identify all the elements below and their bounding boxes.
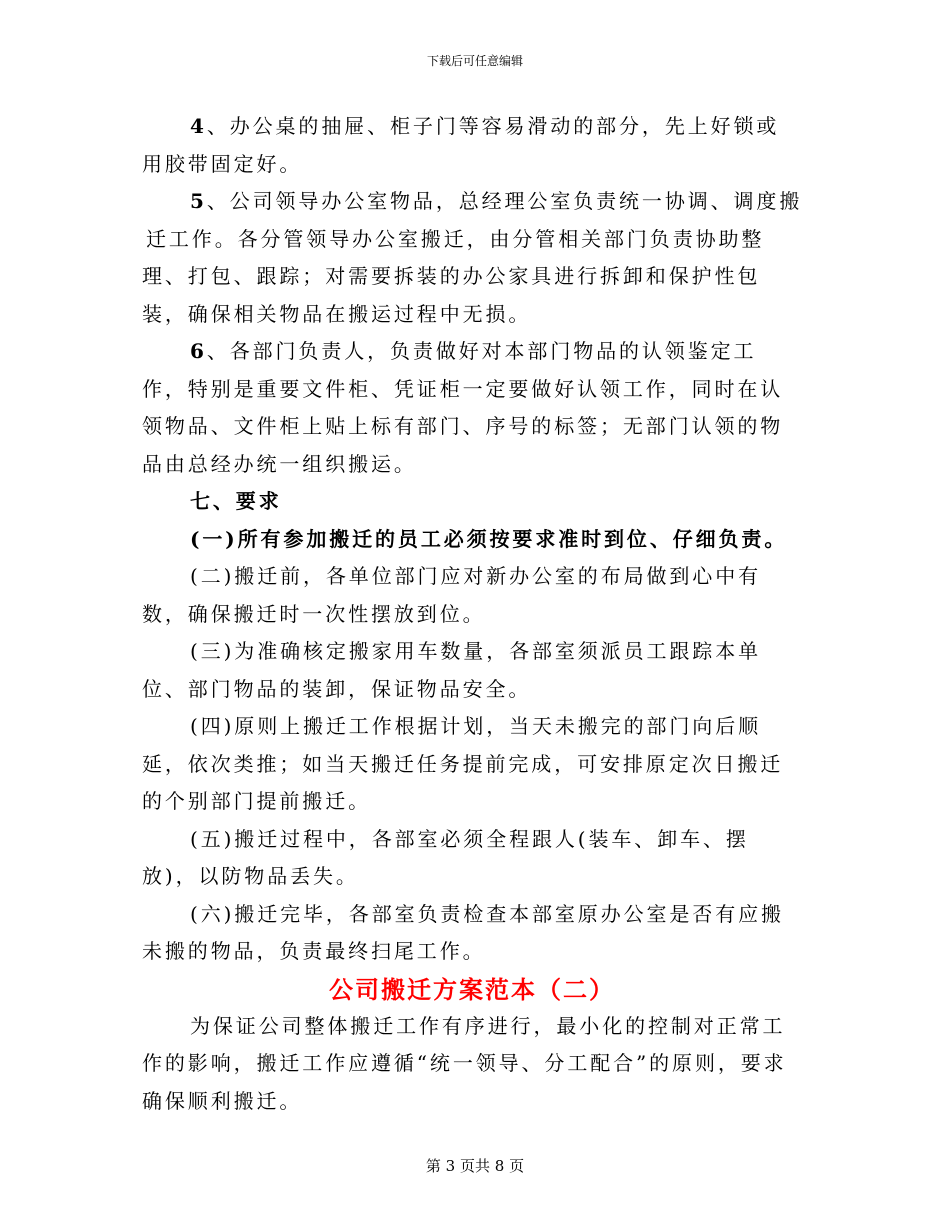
item-5-number: 5 xyxy=(190,189,207,213)
part-2-intro: 为保证公司整体搬迁工作有序进行，最小化的控制对正常工作的影响，搬迁工作应遵循“统一领导、分工配合”的原则，要求确保顺利搬迁。 xyxy=(142,1013,787,1113)
item-4-text: 、办公桌的抽屉、柜子门等容易滑动的部分，先上好锁或用胶带固定好。 xyxy=(142,114,780,176)
item-5-paragraph xyxy=(142,183,802,333)
page-header-note: 下载后可任意编辑 xyxy=(426,54,523,68)
section-7-heading: 七、要求 xyxy=(190,489,282,513)
item-5-first-line xyxy=(142,183,802,221)
item-5-line1: 、公司领导办公室物品，总经理公室负责统一协调、调度搬 xyxy=(206,189,803,213)
requirement-3: (三)为准确核定搬家用车数量，各部室须派员工跟踪本单位、部门物品的装卸，保证物品安全。 xyxy=(142,639,762,701)
requirement-1: (一)所有参加搬迁的员工必须按要求准时到位、仔细负责。 xyxy=(190,526,788,551)
item-6-number: 6 xyxy=(190,339,207,363)
requirement-4: (四)原则上搬迁工作根据计划，当天未搬完的部门向后顺延，依次类推；如当天搬迁任务提前完成，可安排原定次日搬迁的个别部门提前搬迁。 xyxy=(142,714,784,813)
item-6-text: 、各部门负责人，负责做好对本部门物品的认领鉴定工作，特别是重要文件柜、凭证柜一定要做好认领工作，同时在认领物品、文件柜上贴上标有部门、序号的标签；无部门认领的物品由总经办统一组织搬运。 xyxy=(142,339,784,476)
requirement-2: (二)搬迁前，各单位部门应对新办公室的布局做到心中有数，确保搬迁时一次性摆放到位。 xyxy=(142,564,762,626)
part-2-title: 公司搬迁方案范本（二） xyxy=(329,974,615,1004)
item-6-paragraph xyxy=(142,333,802,483)
requirement-5: (五)搬迁过程中，各部室必须全程跟人(装车、卸车、摆放)，以防物品丢失。 xyxy=(142,826,749,888)
item-5-rest-text: 迁工作。各分管领导办公室搬迁，由分管相关部门负责协助整理、打包、跟踪；对需要拆装的办公家具进行拆卸和保护性包装，确保相关物品在搬运过程中无损。 xyxy=(142,226,765,326)
requirement-6: (六)搬迁完毕，各部室负责检查本部室原办公室是否有应搬未搬的物品，负责最终扫尾工作。 xyxy=(142,901,784,963)
item-5-rest xyxy=(142,221,802,334)
document-body xyxy=(142,108,802,1120)
page-footer-number: 第 3 页共 8 页 xyxy=(425,1157,525,1175)
item-4-number: 4 xyxy=(190,114,207,138)
item-4-paragraph xyxy=(142,108,802,183)
